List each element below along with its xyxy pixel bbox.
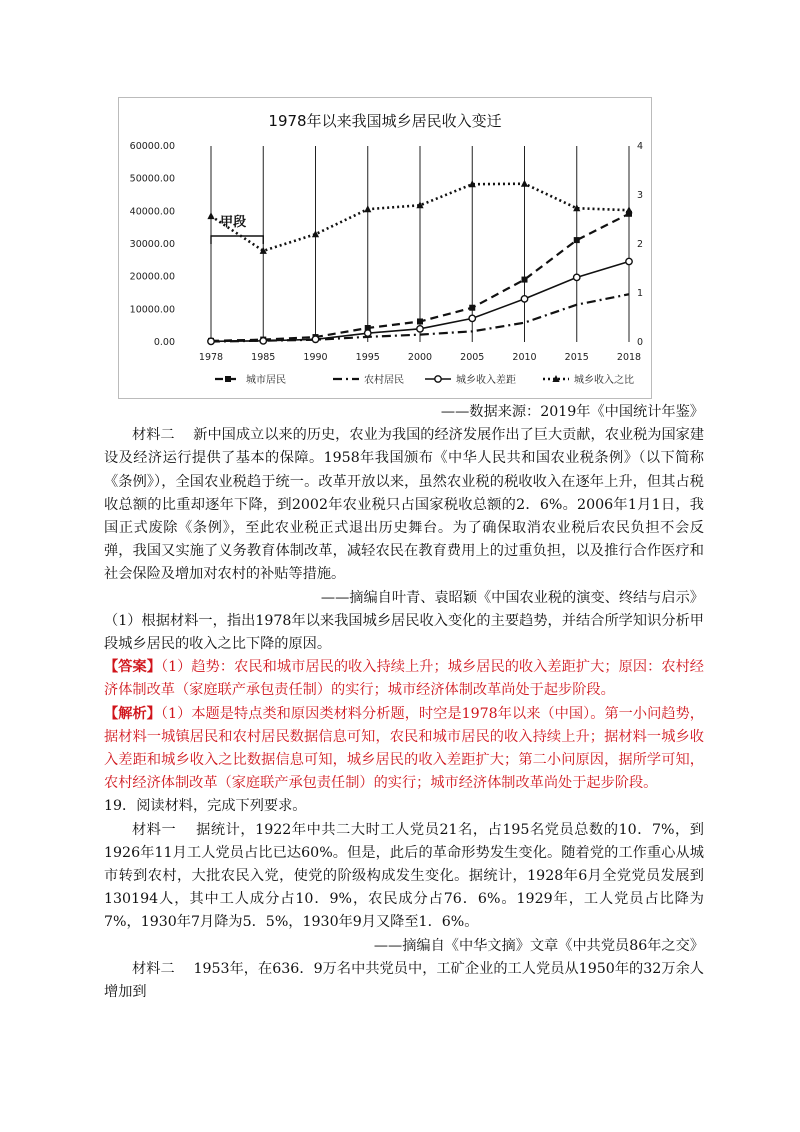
- y-right-tick-label: 0: [636, 337, 643, 348]
- legend-label: 城乡收入差距: [456, 375, 516, 386]
- answer-text: （1）趋势：农民和城市居民的收入持续上升；城乡居民的收入差距扩大；原因：农村经济体制改革（家庭联产承包责任制）的实行；城市经济体制改革尚处于起步阶段。: [104, 659, 704, 699]
- legend-label: 城市居民: [246, 375, 286, 386]
- analysis-block: [104, 703, 704, 796]
- x-tick-label: 1985: [251, 352, 276, 363]
- excerpt-source-1: ——摘编自叶青、袁昭颖《中国农业税的演变、终结与启示》: [320, 589, 704, 606]
- series-point: [312, 336, 318, 342]
- q19-material-one: 材料一 据统计，1922年中共二大时工人党员21名，占195名党员总数的10．7%，到1926年11月工人党员占比已达60%。但是，此后的革命形势发生变化。随着党的工作重心从城市转到农村，大批农民入党，使党的阶级构成发生变化。据统计，1928年6月全党党员发展到130194人，其中工人成分占10．9%，农民成分占76．6%。1929年，工人党员占比降为7%，1930年7月降为5．5%，1930年9月又降至1．6%。: [104, 821, 704, 931]
- income-chart: [118, 97, 652, 399]
- annotation-label: 甲段: [220, 215, 247, 230]
- series-point: [521, 180, 528, 187]
- legend-label: 城乡收入之比: [574, 375, 634, 386]
- x-tick-label: 1990: [303, 352, 328, 363]
- x-tick-label: 2010: [512, 352, 537, 363]
- question-1: （1）根据材料一，指出1978年以来我国城乡居民收入变化的主要趋势，并结合所学知识分析甲段城乡居民的收入之比下降的原因。: [104, 612, 704, 653]
- series-point: [521, 296, 527, 302]
- y-right-tick-label: 1: [636, 288, 643, 299]
- series-point: [574, 274, 580, 280]
- chart-source: ——数据来源：2019年《中国统计年鉴》: [440, 404, 704, 420]
- document-body: [104, 401, 704, 1004]
- legend-marker: [435, 376, 441, 382]
- chart-title: 1978年以来我国城乡居民收入变迁: [268, 112, 502, 130]
- answer-tag: 【答案】: [104, 659, 161, 676]
- analysis-text: （1）本题是特点类和原因类材料分析题，时空是1978年以来（中国）。第一小问趋势，据材料一城镇居民和农村居民数据信息可知，农民和城市居民的收入持续上升；据材料一城乡收入差距和城乡收入之比数据信息可知，城乡居民的收入差距扩大；第二小问原因，据所学可知，农村经济体制改革（家庭联产承包责任制）的实行；城市经济体制改革尚处于起步阶段。: [104, 705, 704, 792]
- chart-svg: [119, 98, 651, 398]
- y-right-tick-label: 3: [636, 190, 643, 201]
- x-tick-label: 2018: [616, 352, 642, 363]
- series-point: [207, 212, 214, 219]
- series-point: [260, 338, 266, 344]
- y-left-tick-label: 20000.00: [129, 271, 175, 283]
- y-left-tick-label: 60000.00: [129, 141, 175, 152]
- series-point: [469, 315, 475, 321]
- x-tick-label: 1978: [198, 352, 224, 363]
- series-point: [469, 305, 475, 311]
- legend-marker: [225, 376, 231, 382]
- y-left-tick-label: 10000.00: [129, 304, 175, 316]
- y-right-tick-label: 2: [636, 239, 643, 250]
- series-point: [522, 277, 528, 283]
- series-point: [417, 326, 423, 332]
- analysis-tag: 【解析】: [104, 705, 161, 722]
- series-point: [365, 330, 371, 336]
- y-left-tick-label: 0.00: [153, 337, 175, 348]
- answer-block: [104, 656, 704, 702]
- series-point: [208, 338, 214, 344]
- y-left-tick-label: 40000.00: [129, 206, 175, 218]
- annotation-bracket: [211, 236, 263, 244]
- series-point: [626, 258, 632, 264]
- material-two: 材料二 新中国成立以来的历史，农业为我国的经济发展作出了巨大贡献，农业税为国家建设及经济运行提供了基本的保障。1958年我国颁布《中华人民共和国农业税条例》（以下简称《条例》），全国农业税趋于统一。改革开放以来，虽然农业税的税收收入在逐年上升，但其占税收总额的比重却逐年下降，到2002年农业税只占国家税收总额的2．6%。2006年1月1日，我国正式废除《条例》，至此农业税正式退出历史舞台。为了确保取消农业税后农民负担不会反弹，我国又实施了义务教育体制改革，减轻农民在教育费用上的过重负担，以及推行合作医疗和社会保险及增加对农村的补贴等措施。: [104, 427, 705, 583]
- legend-label: 农村居民: [364, 375, 404, 386]
- q19-material-two: 材料二 1953年，在636．9万名中共党员中，工矿企业的工人党员从1950年的32万余人增加到: [104, 960, 704, 1001]
- series-point: [574, 237, 580, 243]
- x-tick-label: 2005: [460, 352, 485, 363]
- series-point: [364, 205, 371, 212]
- y-left-tick-label: 30000.00: [129, 239, 175, 250]
- series-point: [417, 318, 423, 324]
- y-left-tick-label: 50000.00: [129, 173, 175, 185]
- x-tick-label: 1995: [355, 352, 380, 363]
- excerpt-source-2: ——摘编自《中华文摘》文章《中共党员86年之交》: [373, 937, 704, 954]
- x-tick-label: 2000: [407, 352, 433, 363]
- question-19: 19．阅读材料，完成下列要求。: [104, 798, 307, 815]
- y-right-tick-label: 4: [636, 141, 643, 152]
- series-point: [625, 206, 632, 213]
- x-tick-label: 2015: [564, 352, 589, 363]
